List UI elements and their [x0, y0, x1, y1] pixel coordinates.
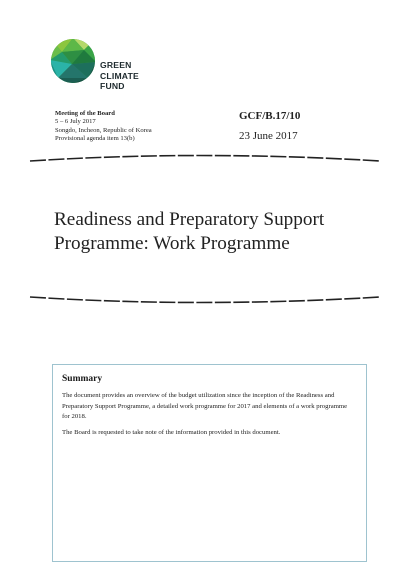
meeting-location: Songdo, Incheon, Republic of Korea	[55, 126, 152, 134]
document-code: GCF/B.17/10	[239, 110, 301, 122]
summary-box	[52, 364, 367, 562]
document-date: 23 June 2017	[239, 130, 298, 142]
bottom-wave-divider	[0, 292, 414, 306]
gcf-logo	[50, 38, 170, 96]
top-wave-divider	[0, 152, 414, 166]
meeting-dates: 5 – 6 July 2017	[55, 118, 96, 126]
logo-word: CLIMATE	[100, 70, 139, 81]
globe-logo-icon	[50, 38, 96, 84]
title-line: Readiness and Preparatory Support	[54, 209, 325, 230]
summary-heading: Summary	[62, 374, 103, 384]
summary-paragraph: The document provides an overview of the budget utilization since the inception of the Readiness and Preparatory Support Programme, a detailed work programme for 2017 and elements of a work programme for 2018.	[62, 392, 348, 421]
meeting-title: Meeting of the Board	[55, 110, 115, 117]
meeting-info	[55, 110, 152, 143]
title-line: Programme: Work Programme	[54, 233, 290, 254]
meeting-agenda: Provisional agenda item 13(b)	[55, 134, 135, 142]
logo-word: GREEN	[100, 60, 132, 70]
summary-paragraph: The Board is requested to take note of the information provided in this document.	[62, 428, 281, 436]
logo-word: FUND	[100, 81, 125, 91]
document-title	[54, 208, 384, 256]
logo-wordmark	[100, 60, 139, 92]
document-info	[239, 109, 300, 143]
